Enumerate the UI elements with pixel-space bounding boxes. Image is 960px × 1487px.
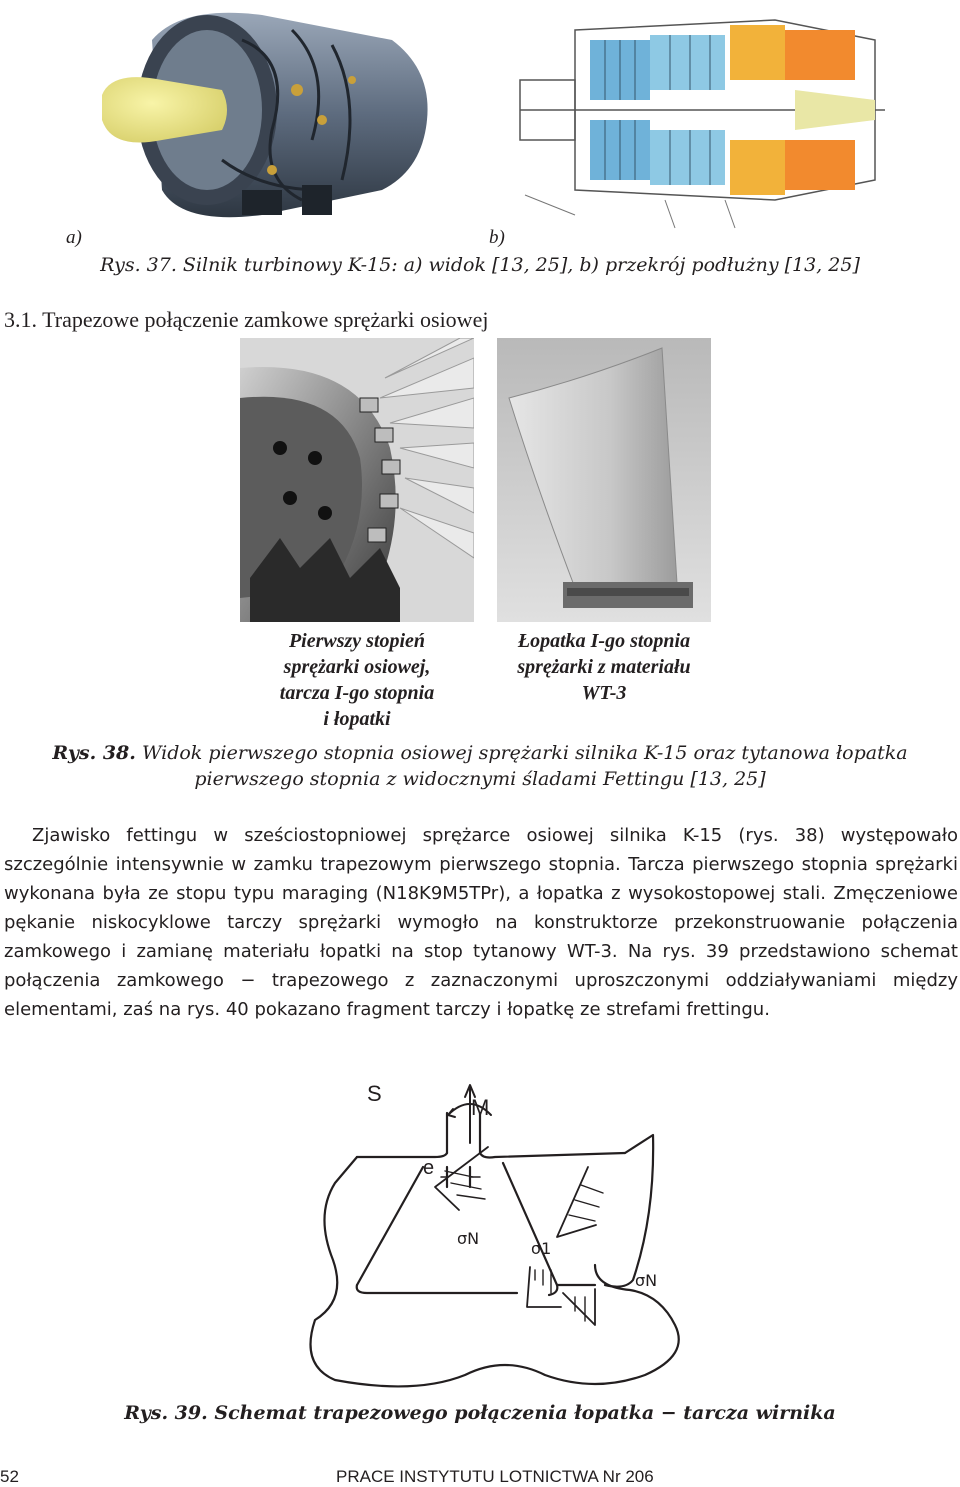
figure38-caption-line1: [30, 740, 930, 766]
figure38-right-label-line1: Łopatka I-go stopnia: [517, 630, 691, 652]
label-m: M: [471, 1095, 490, 1120]
label-sigma-n-left: σN: [457, 1229, 480, 1248]
label-sigma-1: σ1: [531, 1239, 552, 1258]
trapezoid-joint-diagram: [295, 1075, 695, 1390]
figure38-caption-line1-text: Widok pierwszego stopnia osiowej sprężarki silnika K-15 oraz tytanowa łopatka: [141, 742, 908, 764]
figure38-left-label-line3: tarcza I-go stopnia: [279, 682, 435, 704]
label-e: e: [423, 1157, 435, 1179]
figure38-caption-number: Rys. 38.: [52, 742, 136, 764]
figure39-caption-number: Rys. 39.: [124, 1402, 208, 1424]
figure38-left-label-line2: sprężarki osiowej,: [283, 656, 431, 678]
figure39-caption-text: Schemat trapezowego połączenia łopatka − tarcza wirnika: [214, 1402, 836, 1424]
label-s: S: [367, 1081, 382, 1106]
section-heading: 3.1. Trapezowe połączenie zamkowe sprężarki osiowej: [4, 307, 489, 332]
figure38-right-label-line3: WT-3: [581, 682, 627, 704]
figure38-left-label-line1: Pierwszy stopień: [288, 630, 426, 652]
figure38-caption: [30, 740, 930, 792]
figure37-caption-text: Rys. 37. Silnik turbinowy K-15: a) widok [13, 25], b) przekrój podłużny [13, 25]: [100, 254, 860, 276]
label-sigma-n-right: σN: [635, 1271, 658, 1290]
body-paragraph: [4, 821, 958, 1024]
engine-photo: [92, 0, 437, 230]
figure38-left-label: [240, 628, 474, 732]
titanium-blade-photo: [497, 338, 711, 622]
figure37-label-b: b): [489, 227, 505, 248]
journal-footer: PRACE INSTYTUTU LOTNICTWA Nr 206: [336, 1467, 654, 1486]
figure39-caption: [60, 1400, 900, 1426]
figure37-caption: [60, 252, 900, 278]
page-number: 52: [0, 1467, 19, 1486]
body-paragraph-text: Zjawisko fettingu w sześciostopniowej sprężarce osiowej silnika K-15 (rys. 38) występowało szczególnie intensywnie w zamku trapezowym pierwszego stopnia. Tarcza pierwszego stopnia sprężarki wykonana była ze stopu typu maraging (N18K9M5TPr), a łopatka z wysokostopowej stali. Zmęczeniowe pękanie niskocyklowe tarczy sprężarki wymogło na konstruktorze przekonstruowanie połączenia zamkowego i zamianę materiału łopatki na stop tytanowy WT-3. Na rys. 39 przedstawiono schemat połączenia zamkowego − trapezowego z zaznaczonymi uproszczonymi oddziaływaniami między elementami, zaś na rys. 40 pokazano fragment tarczy i łopatkę ze strefami frettingu.: [4, 825, 958, 1020]
compressor-disc-photo: [240, 338, 474, 622]
figure38-right-label-line2: sprężarki z materiału: [517, 656, 691, 678]
figure37-label-a: a): [66, 227, 82, 248]
figure38-caption-line2: pierwszego stopnia z widocznymi śladami Fettingu [13, 25]: [194, 768, 766, 790]
figure38-left-label-line4: i łopatki: [323, 708, 391, 730]
figure38-right-label: [484, 628, 724, 706]
engine-cross-section: [515, 0, 890, 230]
